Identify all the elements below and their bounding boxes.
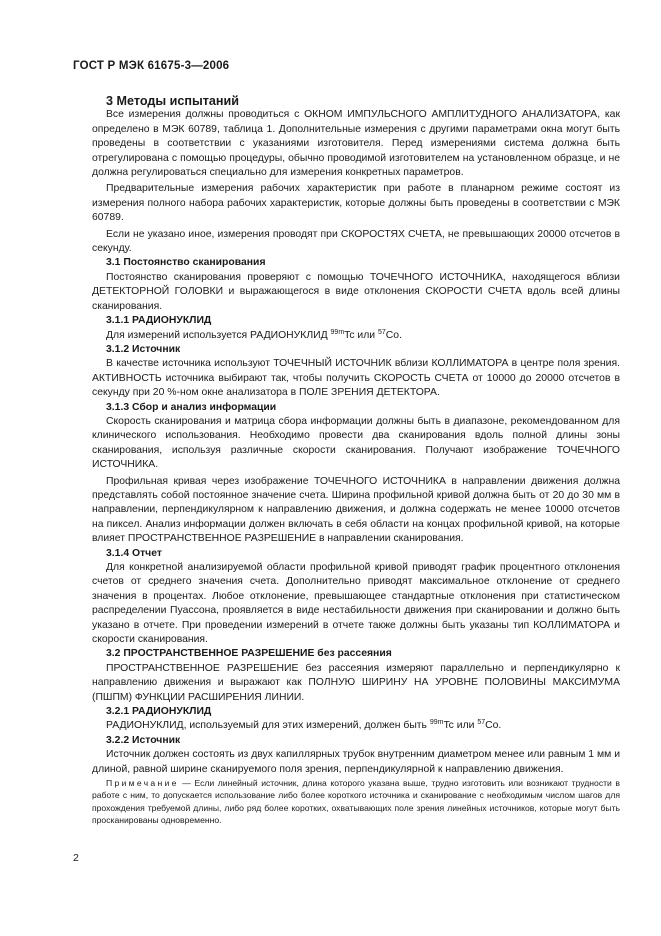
paragraph: Если не указано иное, измерения проводят при СКОРОСТЯХ СЧЕТА, не превышающих 20000 отсчетов в секунду. [92,228,620,255]
paragraph: Профильная кривая через изображение ТОЧЕЧНОГО ИСТОЧНИКА в направлении движения должна представлять собой постоянное значение счета. Ширина профильной кривой должна быть от 20 до 30 мм в направлении, перпендикулярном к направлению движения, и должна содержать не менее 10000 отсчетов на пиксел. Анализ информации должен включать в себя области на концах профильной кривой, на которые влияет ПРОСТРАНСТВЕННОЕ РАЗРЕШЕНИЕ в направлении сканирования. [92,475,620,545]
paragraph: Все измерения должны проводиться с ОКНОМ ИМПУЛЬСНОГО АМПЛИТУДНОГО АНАЛИЗАТОРА, как определено в МЭК 60789, таблица 1. Дополнительные измерения с другими параметрами окна могут быть проведены в соответствии с указаниями изготовителя. Перед измерениями система должна быть отрегулирована с помощью процедуры, обычно проводимой изготовителем на установленном образце, и не должна регулироваться специально для измерения конкретных параметров. [92,109,620,179]
text-run: Для измерений используется РАДИОНУКЛИД [106,329,331,341]
paragraph [92,329,620,343]
note [92,777,620,826]
paragraph [92,719,620,733]
section-title: 3 Методы испытаний [106,94,239,108]
text-run: РАДИОНУКЛИД, используемый для этих измерений, должен быть [106,720,430,732]
superscript: 99m [429,719,444,727]
subsection-heading: 3.1.4 Отчет [106,547,162,559]
page-number: 2 [73,852,79,864]
note-label: Примечание [106,778,179,789]
paragraph: Для конкретной анализируемой области профильной кривой приводят график процентного отклонения счетов от среднего значения счета. Дополнительно приводят максимальное отклонение от среднего значения в процентах. Любое отклонение, превышающее стандартные отклонения при статистическом распределении Пуассона, проявляется в виде нестабильности движения при сканировании и должно быть указано в отчете. При проведении измерений в отчете также должны быть указаны тип КОЛЛИМАТОРА и скорости сканирования. [92,562,620,646]
paragraph: ПРОСТРАНСТВЕННОЕ РАЗРЕШЕНИЕ без рассеяния измеряют параллельно и перпендикулярно к направлению движения и выражают как ПОЛНУЮ ШИРИНУ НА УРОВНЕ ПОЛОВИНЫ МАКСИМУМА (ПШПМ) ФУНКЦИИ РАСШИРЕНИЯ ЛИНИИ. [92,662,620,703]
subsection-heading: 3.2 ПРОСТРАНСТВЕННОЕ РАЗРЕШЕНИЕ без рассеяния [106,648,392,660]
text-run: Co. [385,329,402,341]
paragraph: Постоянство сканирования проверяют с помощью ТОЧЕЧНОГО ИСТОЧНИКА, находящегося вблизи ДЕТЕКТОРНОЙ ГОЛОВКИ и выражающегося в виде отклонения СКОРОСТИ СЧЕТА вдоль всей длины сканирования. [92,271,620,312]
subsection-heading: 3.1 Постоянство сканирования [106,257,266,269]
text-run: Tc или [344,329,378,341]
subsection-heading: 3.2.2 Источник [106,734,181,746]
paragraph: Источник должен состоять из двух капиллярных трубок внутренним диаметром менее или равным 1 мм и длиной, равной ширине сканируемого поля зрения, перпендикулярной к направлению движения. [92,749,620,775]
subsection-heading: 3.2.1 РАДИОНУКЛИД [106,706,212,718]
paragraph: В качестве источника используют ТОЧЕЧНЫЙ ИСТОЧНИК вблизи КОЛЛИМАТОРА в центре поля зрения. АКТИВНОСТЬ источника выбирают так, чтобы получить СКОРОСТЬ СЧЕТА от 10000 до 20000 отсчетов в секунду при 20 %-ном окне анализатора в ПОЛЕ ЗРЕНИЯ ДЕТЕКТОРА. [92,358,620,399]
superscript: 99m [330,328,345,336]
document-body [92,94,620,826]
text-run: Co. [485,720,502,732]
paragraph: Скорость сканирования и матрица сбора информации должны быть в диапазоне, рекомендованном для клинического использования. Необходимо провести два сканирования вдоль полной длины зоны сканирования, используя различные скорости сканирования. Получают изображение ТОЧЕЧНОГО ИСТОЧНИКА. [92,415,620,471]
superscript: 57 [378,328,386,336]
paragraph: Предварительные измерения рабочих характеристик при работе в планарном режиме состоят из измерения полного набора рабочих характеристик, которые должны быть проведены в соответствии с МЭК 60789. [92,183,620,224]
text-run: Tc или [443,720,478,732]
subsection-heading: 3.1.3 Сбор и анализ информации [106,401,277,413]
subsection-heading: 3.1.2 Источник [106,343,181,355]
document-header: ГОСТ Р МЭК 61675-3—2006 [73,60,230,72]
superscript: 57 [477,719,486,727]
note-text: — Если линейный источник, длина которого указана выше, трудно изготовить или возникают трудности в работе с ним, то допускается использование либо более короткого источника и сканирование с необходимым числом шагов для прохождения требуемой длины, либо ряд более коротких, охватывающих поле зрения линейных источников, которые могут быть просканированы одновременно. [92,778,620,825]
subsection-heading: 3.1.1 РАДИОНУКЛИД [106,315,212,327]
